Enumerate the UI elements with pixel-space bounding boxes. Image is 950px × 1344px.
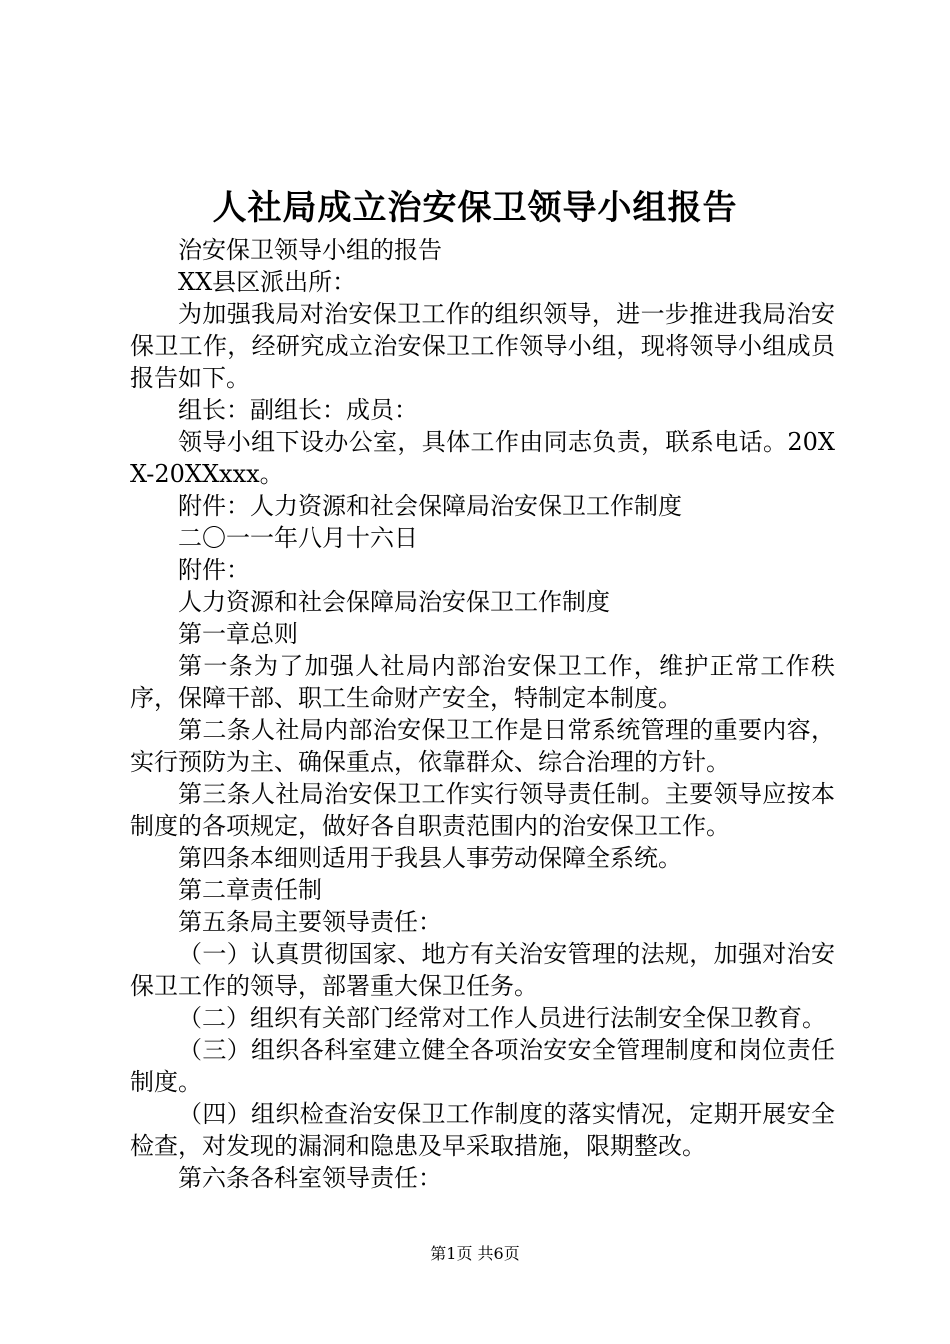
- paragraph: 组长：副组长：成员：: [178, 396, 418, 424]
- paragraph: 领导小组下设办公室，具体工作由同志负责，联系电话。20XX-20XXxxx。: [130, 428, 835, 488]
- paragraph: 第一章总则: [178, 620, 298, 648]
- paragraph: XX县区派出所：: [178, 268, 357, 296]
- paragraph: 治安保卫领导小组的报告: [178, 236, 442, 264]
- paragraph: 第五条局主要领导责任：: [178, 908, 442, 936]
- paragraph: 人力资源和社会保障局治安保卫工作制度: [178, 588, 610, 616]
- paragraph: 第二章责任制: [178, 876, 322, 904]
- paragraph: 为加强我局对治安保卫工作的组织领导，进一步推进我局治安保卫工作，经研究成立治安保卫工作领导小组，现将领导小组成员报告如下。: [130, 300, 835, 392]
- paragraph: （三）组织各科室建立健全各项治安安全管理制度和岗位责任制度。: [130, 1036, 835, 1096]
- paragraph: 第一条为了加强人社局内部治安保卫工作，维护正常工作秩序，保障干部、职工生命财产安全，特制定本制度。: [130, 652, 835, 712]
- paragraph: 第六条各科室领导责任：: [178, 1164, 442, 1192]
- paragraph: 二〇一一年八月十六日: [178, 524, 418, 552]
- paragraph: 第二条人社局内部治安保卫工作是日常系统管理的重要内容，实行预防为主、确保重点，依靠群众、综合治理的方针。: [130, 716, 835, 776]
- document-title: 人社局成立治安保卫领导小组报告: [212, 188, 738, 228]
- paragraph: 第四条本细则适用于我县人事劳动保障全系统。: [178, 844, 682, 872]
- paragraph: 第三条人社局治安保卫工作实行领导责任制。主要领导应按本制度的各项规定，做好各自职责范围内的治安保卫工作。: [130, 780, 835, 840]
- page-footer: 第1页 共6页: [430, 1244, 520, 1263]
- paragraph: 附件：: [178, 556, 250, 584]
- paragraph: 附件：人力资源和社会保障局治安保卫工作制度: [178, 492, 682, 520]
- document-body: [130, 234, 835, 1194]
- paragraph: （二）组织有关部门经常对工作人员进行法制安全保卫教育。: [178, 1004, 826, 1032]
- paragraph: （一）认真贯彻国家、地方有关治安管理的法规，加强对治安保卫工作的领导，部署重大保卫任务。: [130, 940, 835, 1000]
- paragraph: （四）组织检查治安保卫工作制度的落实情况，定期开展安全检查，对发现的漏洞和隐患及早采取措施，限期整改。: [130, 1100, 835, 1160]
